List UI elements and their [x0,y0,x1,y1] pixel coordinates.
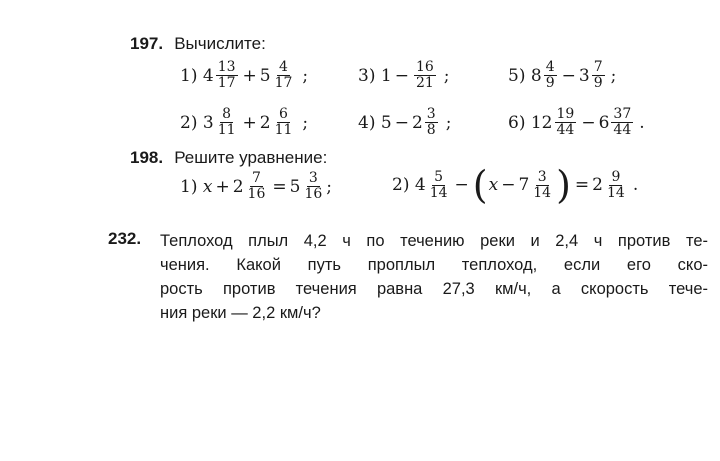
equation-198-1: 1) x + 2 $\frac{7}{16}$ = 5 $\frac{3}{16}$ ; [180,170,332,202]
problem-number: 198. [130,148,164,167]
equation-198-2: 2) 4 $\frac{5}{14}$ − ( x − 7 $\frac{3}{14}$ ) = 2 $\frac{9}{14}$ . [392,163,639,207]
fraction: $\frac{16}{21}$ [415,59,434,91]
fraction: $\frac{5}{14}$ [429,168,448,201]
problem-198-header [130,148,327,168]
expression-197-5: 5) 8 $\frac{4}{9}$ − 3 $\frac{7}{9}$ ; [508,59,617,91]
fraction: $\frac{4}{17}$ [274,59,293,91]
fraction: $\frac{13}{17}$ [217,59,236,91]
fraction: $\frac{37}{44}$ [613,106,632,138]
fraction: $\frac{3}{16}$ [304,170,323,202]
text-line: Теплоход плыл 4,2 ч по течению реки и 2,4 ч против те- [160,232,708,250]
expression-197-1: 1) 4 $\frac{13}{17}$ + 5 $\frac{4}{17}$ ; [180,59,309,91]
problem-232 [108,229,708,325]
left-parenthesis: ( [472,163,488,207]
fraction: $\frac{6}{11}$ [274,106,293,138]
text-line: чения. Какой путь проплыл теплоход, если его ско- [160,256,708,274]
expression-197-6: 6) 12 $\frac{19}{44}$ − 6 $\frac{37}{44}$ . [508,106,645,138]
problem-number: 232. [108,229,142,248]
problem-number: 197. [130,34,164,53]
problem-text [160,229,708,325]
fraction: $\frac{9}{14}$ [607,168,625,201]
expression-197-2: 2) 3 $\frac{8}{11}$ + 2 $\frac{6}{11}$ ; [180,106,309,138]
expression-197-3: 3) 1 − $\frac{16}{21}$ ; [358,59,450,91]
problem-197-header [130,34,266,54]
fraction: $\frac{8}{11}$ [217,106,236,138]
fraction: $\frac{7}{9}$ [593,59,603,91]
fraction: $\frac{3}{14}$ [533,168,552,201]
fraction: $\frac{19}{44}$ [556,106,575,138]
fraction: $\frac{4}{9}$ [545,59,555,91]
text-line: ния реки — 2,2 км/ч? [160,304,321,322]
problem-title: Вычислите: [174,34,266,53]
problem-title: Решите уравнение: [174,148,328,167]
text-line: рость против течения равна 27,3 км/ч, а скорость тече- [160,280,708,298]
expression-197-4: 4) 5 − 2 $\frac{3}{8}$ ; [358,106,452,138]
fraction: $\frac{3}{8}$ [426,106,436,138]
right-parenthesis: ) [556,163,571,207]
fraction: $\frac{7}{16}$ [247,170,266,202]
